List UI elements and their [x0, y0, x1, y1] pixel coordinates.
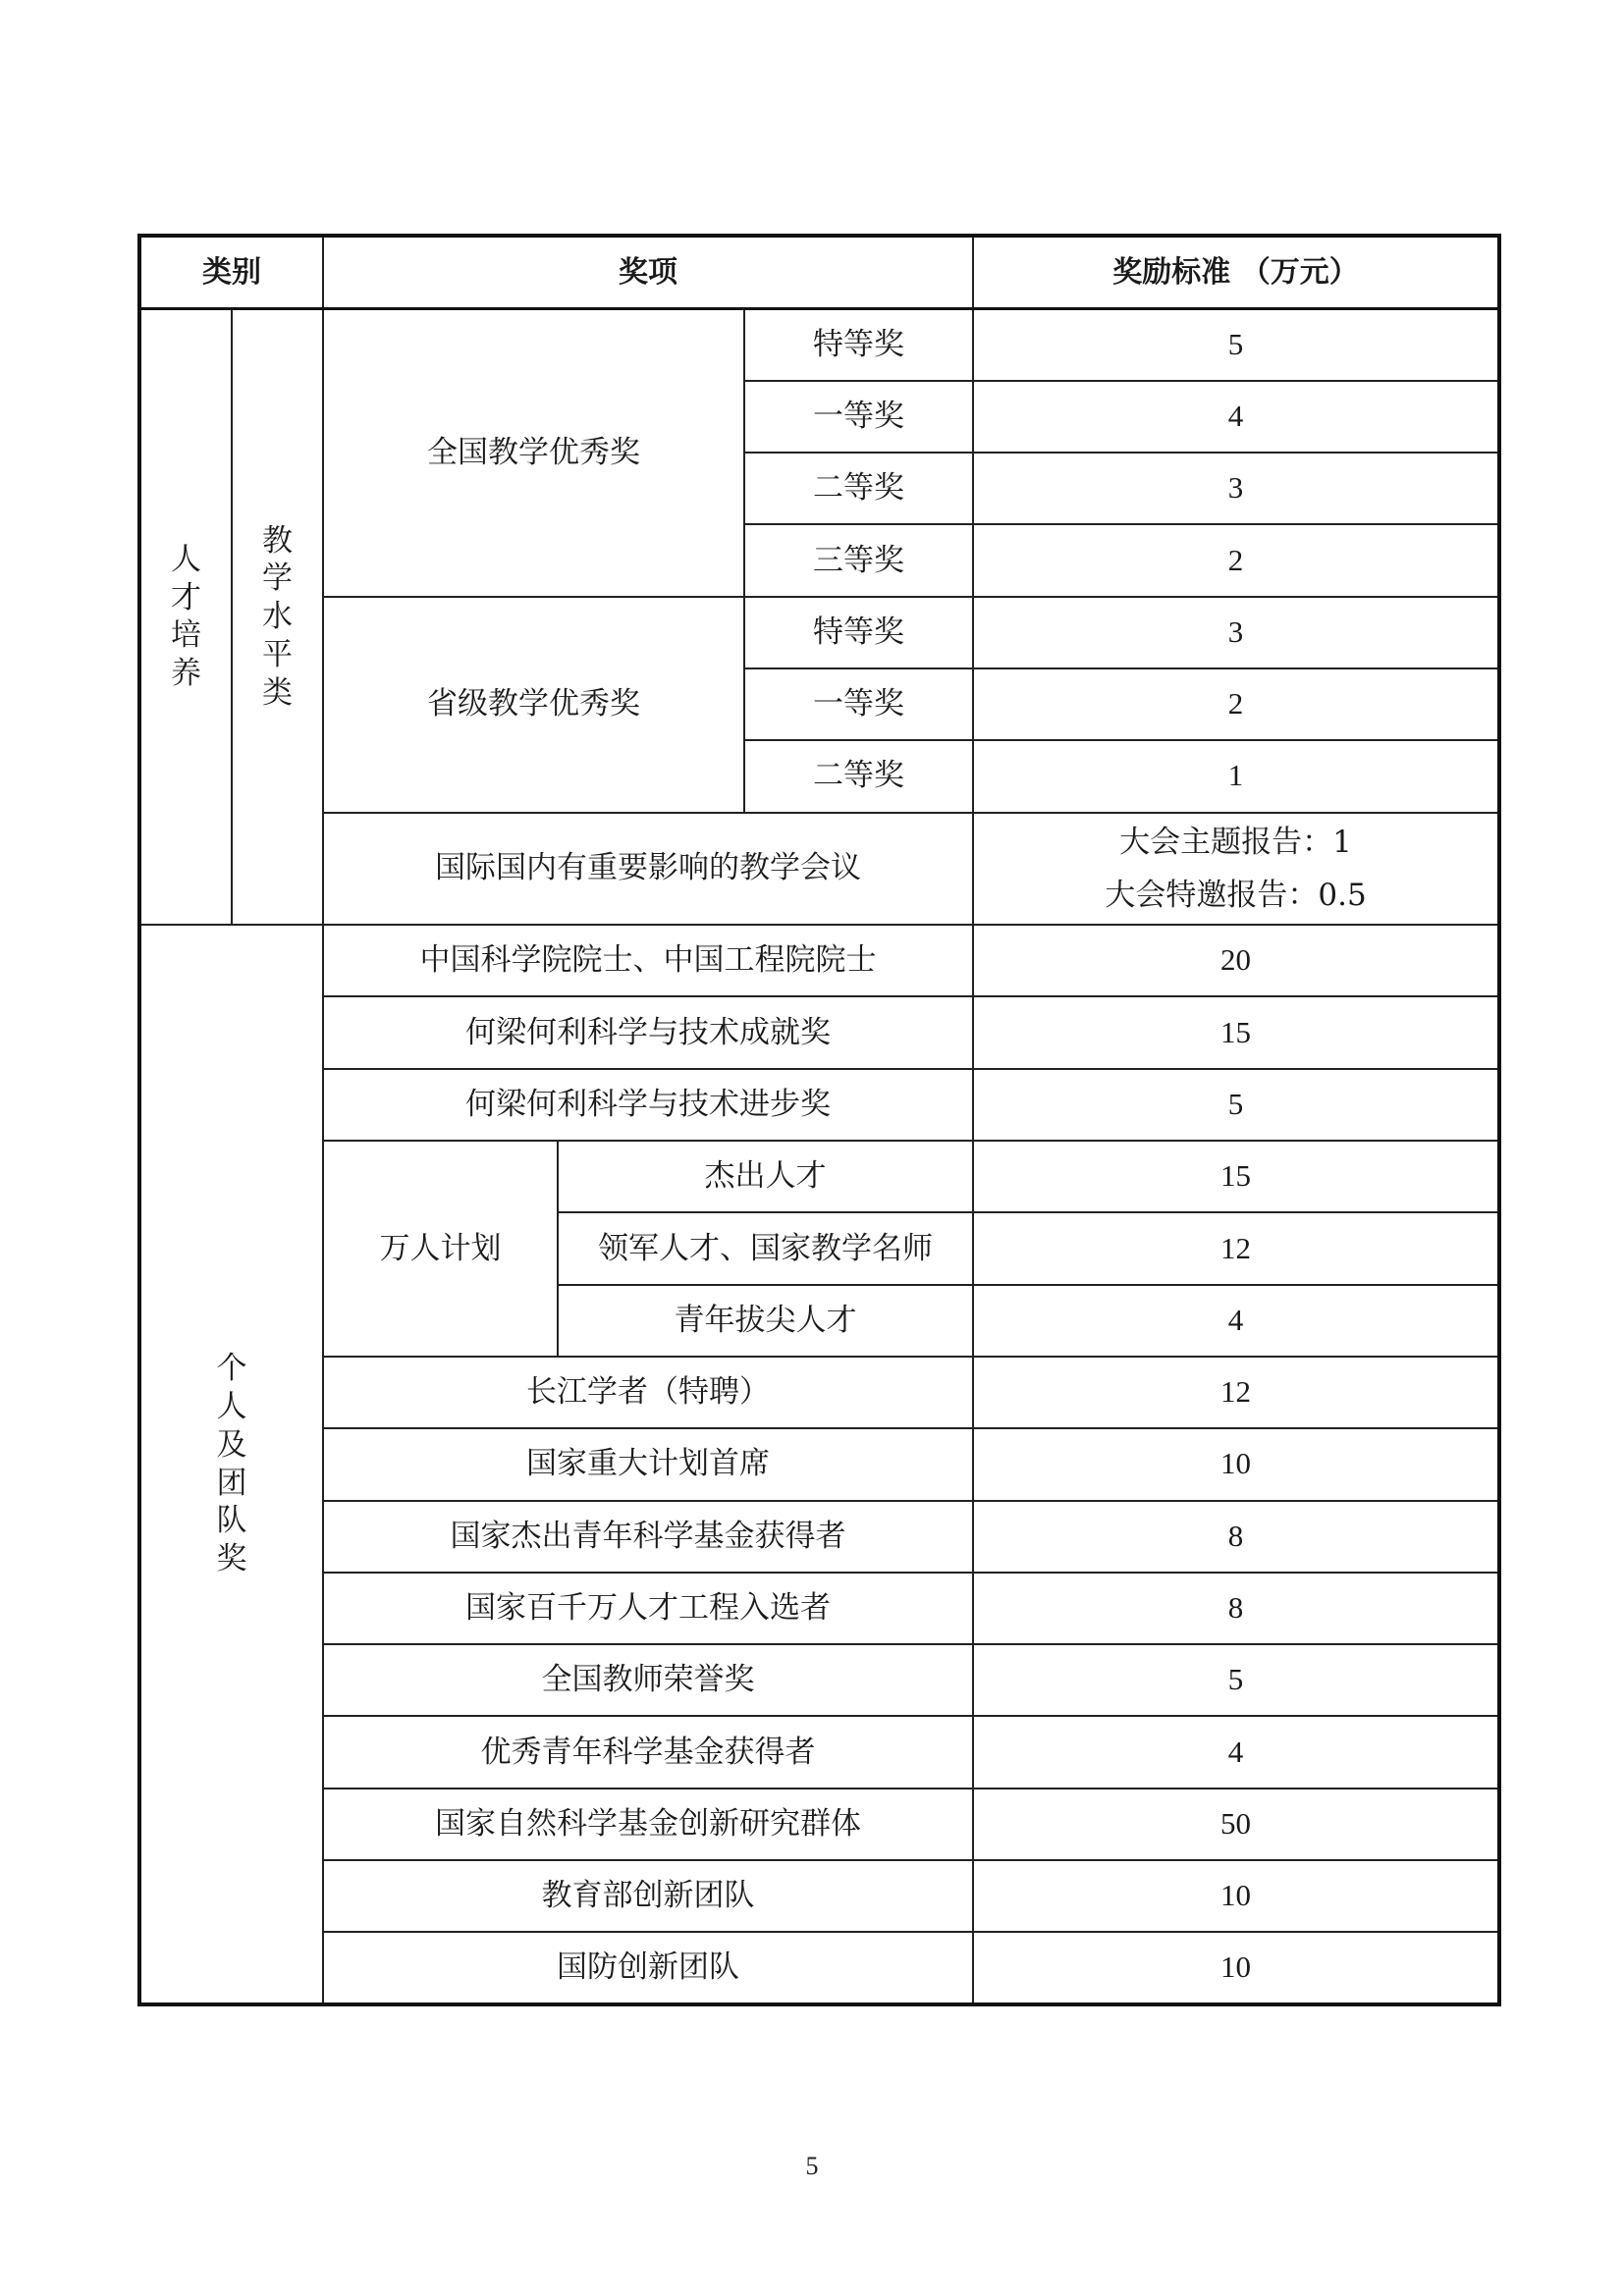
subcategory-teaching-level: 教 学 水 平 类 — [232, 308, 323, 925]
award-name: 国家自然科学基金创新研究群体 — [323, 1789, 973, 1860]
award-level: 二等奖 — [744, 740, 973, 812]
award-value: 1 — [973, 740, 1499, 812]
award-value: 3 — [973, 597, 1499, 668]
award-level: 一等奖 — [744, 381, 973, 453]
conference-invited: 大会特邀报告：0.5 — [1105, 877, 1367, 913]
award-name: 领军人才、国家教学名师 — [558, 1212, 973, 1284]
table-row — [139, 1069, 1499, 1141]
award-value: 12 — [973, 1357, 1499, 1428]
table-row — [139, 925, 1499, 996]
category-talent-cultivation: 人 才 培 养 — [139, 308, 232, 925]
award-name: 何梁何利科学与技术成就奖 — [323, 996, 973, 1068]
award-value: 4 — [973, 381, 1499, 453]
table-row — [139, 1428, 1499, 1500]
award-name: 长江学者（特聘） — [323, 1357, 973, 1428]
wanren-plan-name: 万人计划 — [323, 1141, 558, 1357]
award-level: 特等奖 — [744, 308, 973, 380]
award-name: 国家百千万人才工程入选者 — [323, 1573, 973, 1644]
table-row — [139, 1789, 1499, 1860]
teaching-conference-value — [973, 813, 1499, 926]
table-row — [139, 1644, 1499, 1716]
award-name: 国家杰出青年科学基金获得者 — [323, 1501, 973, 1573]
award-standard-table — [137, 234, 1501, 2006]
award-value: 5 — [973, 1644, 1499, 1716]
award-level: 一等奖 — [744, 668, 973, 740]
teaching-conference-name: 国际国内有重要影响的教学会议 — [323, 813, 973, 926]
award-value: 12 — [973, 1212, 1499, 1284]
award-name: 全国教师荣誉奖 — [323, 1644, 973, 1716]
provincial-teaching-award-name: 省级教学优秀奖 — [323, 597, 744, 813]
award-value: 10 — [973, 1428, 1499, 1500]
award-value: 8 — [973, 1573, 1499, 1644]
table-row — [139, 813, 1499, 926]
award-value: 5 — [973, 1069, 1499, 1141]
award-name: 青年拔尖人才 — [558, 1285, 973, 1357]
header-item: 奖项 — [323, 236, 973, 308]
table-row — [139, 1573, 1499, 1644]
table-row — [139, 308, 1499, 380]
table-header-row — [139, 236, 1499, 308]
award-value: 3 — [973, 453, 1499, 524]
award-value: 4 — [973, 1716, 1499, 1788]
award-name: 杰出人才 — [558, 1141, 973, 1212]
table-row — [139, 1357, 1499, 1428]
table-row — [139, 1141, 1499, 1212]
category-individual-team-award: 个 人 及 团 队 奖 — [139, 925, 323, 2004]
award-name: 中国科学院院士、中国工程院院士 — [323, 925, 973, 996]
table-row — [139, 996, 1499, 1068]
award-name: 何梁何利科学与技术进步奖 — [323, 1069, 973, 1141]
award-name: 国家重大计划首席 — [323, 1428, 973, 1500]
award-level: 二等奖 — [744, 453, 973, 524]
award-value: 2 — [973, 524, 1499, 596]
award-name: 教育部创新团队 — [323, 1860, 973, 1932]
award-value: 4 — [973, 1285, 1499, 1357]
award-name: 国防创新团队 — [323, 1932, 973, 2004]
award-value: 2 — [973, 668, 1499, 740]
award-value: 10 — [973, 1932, 1499, 2004]
award-value: 15 — [973, 1141, 1499, 1212]
award-level: 三等奖 — [744, 524, 973, 596]
award-level: 特等奖 — [744, 597, 973, 668]
header-standard: 奖励标准 （万元） — [973, 236, 1499, 308]
award-value: 8 — [973, 1501, 1499, 1573]
award-value: 5 — [973, 308, 1499, 380]
award-value: 10 — [973, 1860, 1499, 1932]
table-row — [139, 1501, 1499, 1573]
award-value: 20 — [973, 925, 1499, 996]
table-row — [139, 1860, 1499, 1932]
header-category: 类别 — [139, 236, 323, 308]
table-row — [139, 1716, 1499, 1788]
page-number: 5 — [805, 2152, 819, 2180]
award-value: 50 — [973, 1789, 1499, 1860]
conference-keynote: 大会主题报告：1 — [1119, 824, 1352, 860]
table-row — [139, 1932, 1499, 2004]
national-teaching-award-name: 全国教学优秀奖 — [323, 308, 744, 596]
award-name: 优秀青年科学基金获得者 — [323, 1716, 973, 1788]
award-value: 15 — [973, 996, 1499, 1068]
table-row — [139, 597, 1499, 668]
